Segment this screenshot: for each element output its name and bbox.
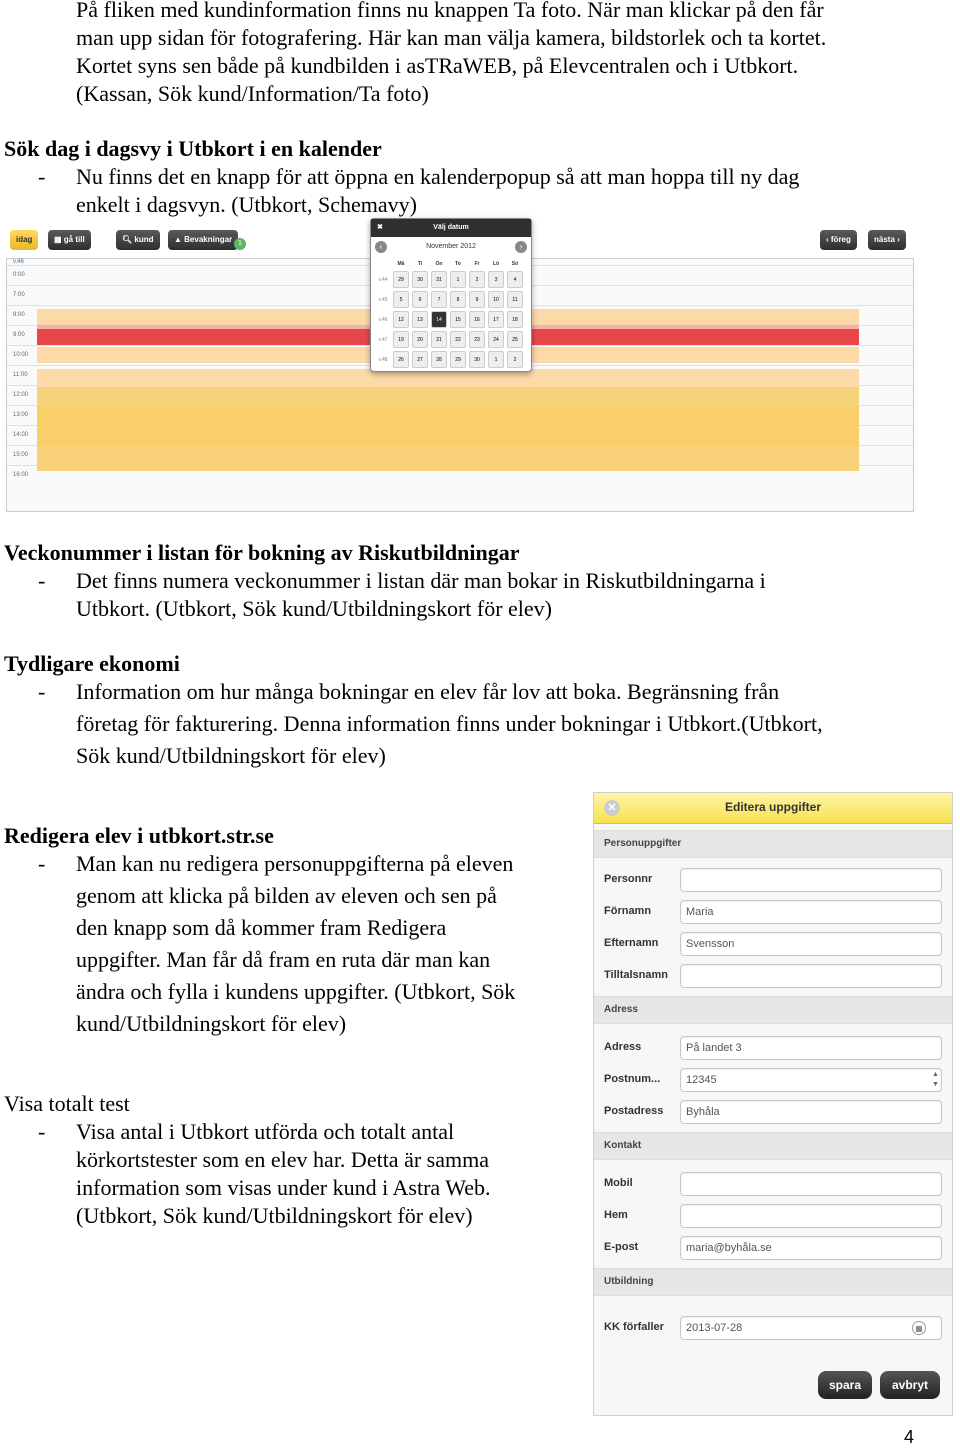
hour-label: 10:00	[13, 352, 29, 358]
weekday-header: Fr	[474, 261, 480, 267]
day-cell[interactable]: 5	[393, 291, 409, 308]
epost-input[interactable]: maria@byhåla.se	[680, 1236, 942, 1260]
day-cell[interactable]: 1	[488, 351, 504, 368]
field-mobil	[594, 1168, 952, 1200]
day-cell[interactable]: 11	[507, 291, 523, 308]
adress-input[interactable]: På landet 3	[680, 1036, 942, 1060]
intro-line: (Kassan, Sök kund/Information/Ta foto)	[76, 81, 429, 106]
text-line: Visa antal i Utbkort utförda och totalt antal	[76, 1119, 455, 1144]
sok-dag-text	[76, 163, 799, 219]
field-postadress	[594, 1096, 952, 1128]
intro-paragraph	[76, 0, 826, 108]
form-header	[594, 793, 952, 824]
efternamn-input[interactable]: Svensson	[680, 932, 942, 956]
field-epost	[594, 1232, 952, 1264]
hour-label: 11:00	[13, 372, 28, 378]
month-grid	[373, 257, 526, 371]
day-cell[interactable]: 20	[412, 331, 428, 348]
week-number: v.48	[378, 356, 388, 363]
fornamn-input[interactable]: Maria	[680, 900, 942, 924]
heading-veckonummer: Veckonummer i listan för bokning av Riskutbildningar	[4, 540, 520, 565]
weekday-header: Sö	[511, 261, 519, 267]
bevakningar-label: Bevakningar	[184, 235, 233, 244]
close-icon[interactable]: ✖	[377, 224, 383, 231]
weekday-header: On	[435, 261, 443, 267]
hour-label: 13:00	[13, 412, 29, 418]
prev-month-icon[interactable]: ‹	[375, 241, 387, 253]
hour-label: 16:00	[13, 472, 29, 478]
field-efternamn	[594, 928, 952, 960]
next-month-icon[interactable]: ›	[515, 241, 527, 253]
text-line: Sök kund/Utbildningskort för elev)	[76, 743, 386, 768]
weekday-header: Lö	[492, 261, 500, 267]
field-tilltalsnamn	[594, 960, 952, 992]
month-nav	[371, 237, 531, 257]
field-label: E-post	[604, 1241, 639, 1253]
section-adress: Adress	[594, 996, 952, 1024]
text-line: information som visas under kund i Astra Web.	[76, 1175, 491, 1200]
field-postnummer	[594, 1064, 952, 1096]
text-line: enkelt i dagsvyn. (Utbkort, Schemavy)	[76, 192, 417, 217]
field-label: Hem	[604, 1209, 628, 1221]
field-label: Postadress	[604, 1105, 664, 1117]
nasta-label: nästa	[874, 235, 895, 244]
hour-label: 0:00	[13, 272, 25, 278]
field-hem	[594, 1200, 952, 1232]
text-line: Man kan nu redigera personuppgifterna på eleven	[76, 851, 514, 876]
kund-button[interactable]: 🔍︎ kund	[116, 230, 160, 250]
text-line: ändra och fylla i kundens uppgifter. (Utbkort, Sök	[76, 979, 516, 1004]
day-cell[interactable]: 30	[469, 351, 485, 368]
day-cell[interactable]: 7	[431, 291, 447, 308]
day-cell[interactable]: 26	[393, 351, 409, 368]
ga-till-button[interactable]: ▦ gå till	[48, 230, 91, 250]
day-cell[interactable]: 30	[412, 271, 428, 288]
totalt-text	[76, 1118, 491, 1230]
vecko-text	[76, 567, 766, 623]
spinner-icon[interactable]: ▲ ▼	[932, 1071, 939, 1088]
text-line: genom att klicka på bilden av eleven och sen på	[76, 883, 497, 908]
tilltalsnamn-input[interactable]	[680, 964, 942, 988]
day-cell[interactable]: 24	[488, 331, 504, 348]
bevakningar-button[interactable]: ▲ Bevakningar	[168, 230, 238, 250]
booking-block[interactable]	[37, 407, 859, 445]
day-cell[interactable]: 1	[450, 271, 466, 288]
heading-ekonomi: Tydligare ekonomi	[4, 651, 180, 676]
day-cell[interactable]: 29	[393, 271, 409, 288]
spara-button[interactable]: spara	[818, 1371, 872, 1399]
redigera-text	[76, 848, 515, 1040]
day-cell[interactable]: 4	[507, 271, 523, 288]
day-cell[interactable]: 19	[393, 331, 409, 348]
day-cell[interactable]: 2	[469, 271, 485, 288]
field-fornamn	[594, 896, 952, 928]
hour-label: 15:00	[13, 452, 29, 458]
day-cell[interactable]: 18	[507, 311, 523, 328]
intro-line: Kortet syns sen både på kundbilden i asTRaWEB, på Elevcentralen och i Utbkort.	[76, 53, 799, 78]
postnummer-input[interactable]: 12345	[680, 1068, 942, 1092]
mobil-input[interactable]	[680, 1172, 942, 1196]
week-number: v.47	[378, 336, 388, 343]
day-cell[interactable]: 22	[450, 331, 466, 348]
day-cell[interactable]: 15	[450, 311, 466, 328]
week-number: v.46	[378, 316, 388, 323]
foreg-label: föreg	[830, 235, 851, 244]
text-line: uppgifter. Man får då fram en ruta där man kan	[76, 947, 491, 972]
form-title: Editera uppgifter	[724, 800, 821, 814]
booking-block[interactable]	[37, 387, 859, 407]
section-utbildning: Utbildning	[594, 1268, 952, 1296]
field-label: Personnr	[604, 873, 653, 885]
text-line: Information om hur många bokningar en elev får lov att boka. Begränsning från	[76, 679, 780, 704]
day-cell[interactable]: 13	[412, 311, 428, 328]
personnr-input[interactable]	[680, 868, 942, 892]
day-cell-selected[interactable]: 14	[431, 311, 447, 328]
popup-header	[371, 219, 531, 237]
day-cell[interactable]: 23	[469, 331, 485, 348]
edit-form-screenshot	[593, 792, 953, 1416]
nasta-button[interactable]: nästa ›	[868, 230, 906, 250]
field-label: Förnamn	[604, 905, 652, 917]
ekonomi-text	[76, 676, 823, 772]
weekday-header: Må	[397, 261, 405, 267]
foreg-button[interactable]: ‹ föreg	[820, 230, 857, 250]
field-label: Tilltalsnamn	[604, 969, 668, 981]
field-label: Postnum...	[604, 1073, 661, 1085]
bevakningar-badge: 1	[234, 238, 246, 250]
day-cell[interactable]: 12	[393, 311, 409, 328]
ga-till-label: gå till	[63, 235, 85, 244]
day-cell[interactable]: 8	[450, 291, 466, 308]
day-cell[interactable]: 21	[431, 331, 447, 348]
hour-label: 7:00	[13, 292, 25, 298]
day-cell[interactable]: 25	[507, 331, 523, 348]
section-kontakt: Kontakt	[594, 1132, 952, 1160]
weekday-header: To	[455, 261, 461, 267]
day-cell[interactable]: 16	[469, 311, 485, 328]
text-line: Nu finns det en knapp för att öppna en kalenderpopup så att man hoppa till ny dag	[76, 164, 800, 189]
bullet-dash: -	[38, 164, 46, 189]
field-label: Adress	[604, 1041, 642, 1053]
intro-line: På fliken med kundinformation finns nu knappen Ta foto. När man klickar på den får	[76, 0, 824, 22]
text-line: Det finns numera veckonummer i listan där man bokar in Riskutbildningarna i	[76, 568, 766, 593]
day-cell[interactable]: 2	[507, 351, 523, 368]
hour-label: 8:00	[13, 312, 25, 318]
week-label: v.46	[13, 259, 24, 265]
field-label: KK förfaller	[604, 1321, 664, 1333]
postadress-input[interactable]: Byhåla	[680, 1100, 942, 1124]
bullet-dash: -	[38, 1119, 46, 1144]
section-personuppgifter: Personuppgifter	[594, 830, 952, 858]
intro-line: man upp sidan för fotografering. Här kan man välja kamera, bildstorlek och ta kortet.	[76, 25, 827, 50]
popup-title: Välj datum	[433, 224, 469, 231]
hem-input[interactable]	[680, 1204, 942, 1228]
day-cell[interactable]: 9	[469, 291, 485, 308]
avbryt-button[interactable]: avbryt	[880, 1371, 940, 1399]
booking-block[interactable]	[37, 445, 859, 471]
bullet-dash: -	[38, 568, 46, 593]
field-adress	[594, 1032, 952, 1064]
text-line: kund/Utbildningskort för elev)	[76, 1011, 347, 1036]
day-cell[interactable]: 29	[450, 351, 466, 368]
heading-redigera: Redigera elev i utbkort.str.se	[4, 823, 274, 848]
calendar-icon[interactable]: ▦	[912, 1321, 926, 1335]
hour-label: 9:00	[13, 332, 25, 338]
day-cell[interactable]: 27	[412, 351, 428, 368]
page-number: 4	[904, 1427, 915, 1447]
close-icon[interactable]: ✕	[604, 800, 620, 816]
month-label: November 2012	[426, 243, 476, 250]
day-cell[interactable]: 31	[431, 271, 447, 288]
kk-forfaller-input[interactable]: 2013-07-28	[680, 1316, 942, 1340]
text-line: körkortstester som en elev har. Detta är samma	[76, 1147, 489, 1172]
weekday-header: Ti	[417, 261, 423, 267]
heading-totalt: Visa totalt test	[4, 1091, 130, 1116]
idag-button[interactable]: idag	[10, 230, 38, 250]
day-cell[interactable]: 28	[431, 351, 447, 368]
week-number: v.44	[378, 276, 388, 283]
text-line: (Utbkort, Sök kund/Utbildningskort för elev)	[76, 1203, 473, 1228]
text-line: Utbkort. (Utbkort, Sök kund/Utbildningskort för elev)	[76, 596, 553, 621]
field-label: Efternamn	[604, 937, 659, 949]
field-kk-forfaller	[594, 1312, 952, 1344]
text-line: företag för fakturering. Denna information finns under bokningar i Utbkort.(Utbkort,	[76, 711, 823, 736]
hour-label: 14:00	[13, 432, 29, 438]
hour-label: 12:00	[13, 392, 29, 398]
field-label: Mobil	[604, 1177, 633, 1189]
day-cell[interactable]: 3	[488, 271, 504, 288]
day-cell[interactable]: 10	[488, 291, 504, 308]
date-picker-popup	[370, 218, 532, 372]
field-personnr	[594, 864, 952, 896]
heading-sok-dag: Sök dag i dagsvy i Utbkort i en kalender	[4, 136, 382, 161]
bullet-dash: -	[38, 851, 46, 876]
kund-label: kund	[134, 235, 154, 244]
day-cell[interactable]: 17	[488, 311, 504, 328]
bullet-dash: -	[38, 679, 46, 704]
text-line: den knapp som då kommer fram Redigera	[76, 915, 447, 940]
week-number: v.45	[378, 296, 388, 303]
calendar-screenshot	[6, 222, 914, 512]
day-cell[interactable]: 6	[412, 291, 428, 308]
